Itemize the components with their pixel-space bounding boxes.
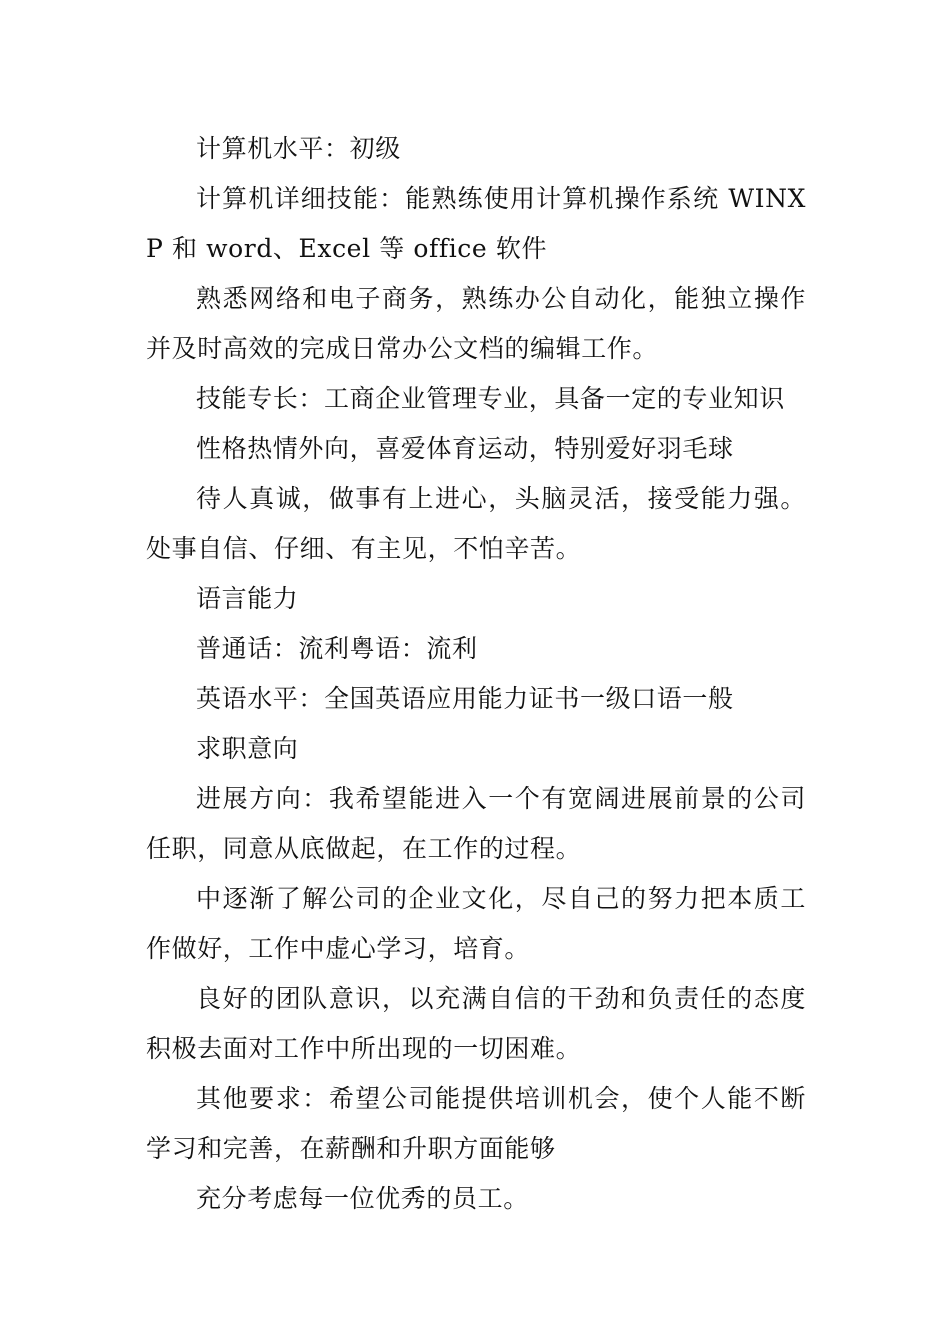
paragraph-development-direction: 进展方向：我希望能进入一个有宽阔进展前景的公司任职，同意从底做起，在工作的过程。 bbox=[146, 784, 806, 863]
paragraph-teamwork: 良好的团队意识，以充满自信的干劲和负责任的态度积极去面对工作中所出现的一切困难。 bbox=[146, 984, 806, 1063]
paragraph-computer-skills: 计算机详细技能：能熟练使用计算机操作系统 WINXP 和 word、Excel 等 office 软件 bbox=[146, 184, 806, 263]
paragraph-company-culture: 中逐渐了解公司的企业文化，尽自己的努力把本质工作做好，工作中虚心学习，培育。 bbox=[146, 884, 806, 963]
section-heading-job-intention: 求职意向 bbox=[196, 734, 299, 763]
paragraph-consideration: 充分考虑每一位优秀的员工。 bbox=[196, 1184, 529, 1213]
section-heading-language: 语言能力 bbox=[196, 584, 299, 613]
paragraph-mandarin-cantonese: 普通话：流利粤语：流利 bbox=[196, 634, 478, 663]
paragraph-computer-level: 计算机水平：初级 bbox=[196, 134, 401, 163]
paragraph-attitude: 待人真诚，做事有上进心，头脑灵活，接受能力强。处事自信、仔细、有主见，不怕辛苦。 bbox=[146, 484, 806, 563]
paragraph-english-level: 英语水平：全国英语应用能力证书一级口语一般 bbox=[196, 684, 734, 713]
document-body bbox=[146, 124, 806, 1224]
paragraph-network-ecommerce: 熟悉网络和电子商务，熟练办公自动化，能独立操作并及时高效的完成日常办公文档的编辑工作。 bbox=[146, 284, 806, 363]
paragraph-specialty: 技能专长：工商企业管理专业，具备一定的专业知识 bbox=[196, 384, 785, 413]
paragraph-other-requirements: 其他要求：希望公司能提供培训机会，使个人能不断学习和完善，在薪酬和升职方面能够 bbox=[146, 1084, 806, 1163]
paragraph-personality: 性格热情外向，喜爱体育运动，特别爱好羽毛球 bbox=[196, 434, 734, 463]
